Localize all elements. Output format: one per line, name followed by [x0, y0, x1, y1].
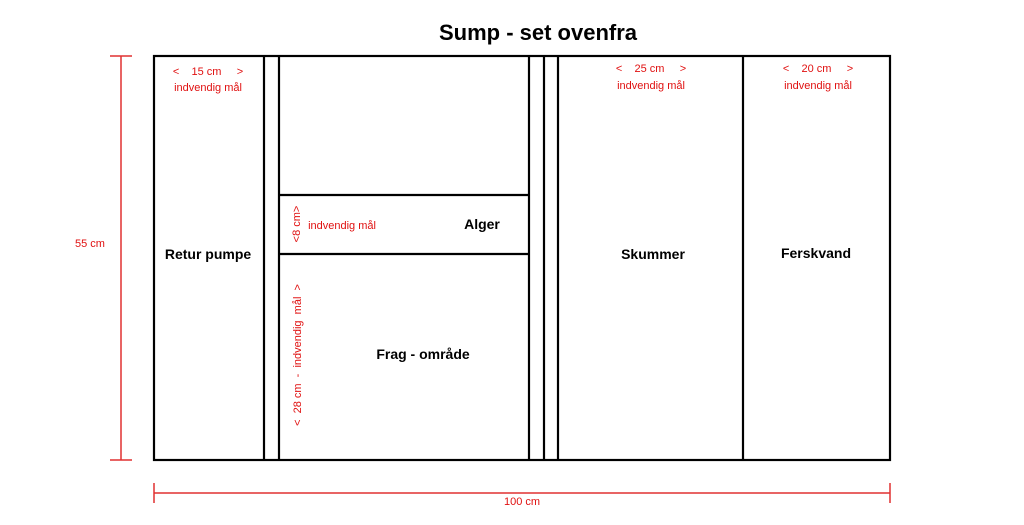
- diagram-title: Sump - set ovenfra: [438, 20, 638, 45]
- height-dimension: [110, 56, 132, 460]
- ferskvand-size: < 20 cm >: [782, 63, 854, 75]
- height-label: 55 cm: [75, 238, 105, 250]
- alger-size: <8 cm>: [291, 205, 303, 243]
- frag-size: < 28 cm - indvendig mål >: [292, 284, 304, 426]
- ferskvand-label: Ferskvand: [780, 245, 852, 261]
- retur-size: < 15 cm >: [172, 66, 244, 78]
- alger-label: Alger: [464, 216, 500, 232]
- skummer-label: Skummer: [621, 246, 685, 262]
- frag-label: Frag - område: [376, 346, 470, 362]
- retur-note: indvendig mål: [174, 82, 242, 94]
- skummer-note: indvendig mål: [617, 80, 685, 92]
- width-label: 100 cm: [503, 496, 541, 508]
- skummer-size: < 25 cm >: [615, 63, 687, 75]
- alger-note: indvendig mål: [308, 220, 376, 232]
- retur-label: Retur pumpe: [164, 246, 252, 262]
- ferskvand-note: indvendig mål: [784, 80, 852, 92]
